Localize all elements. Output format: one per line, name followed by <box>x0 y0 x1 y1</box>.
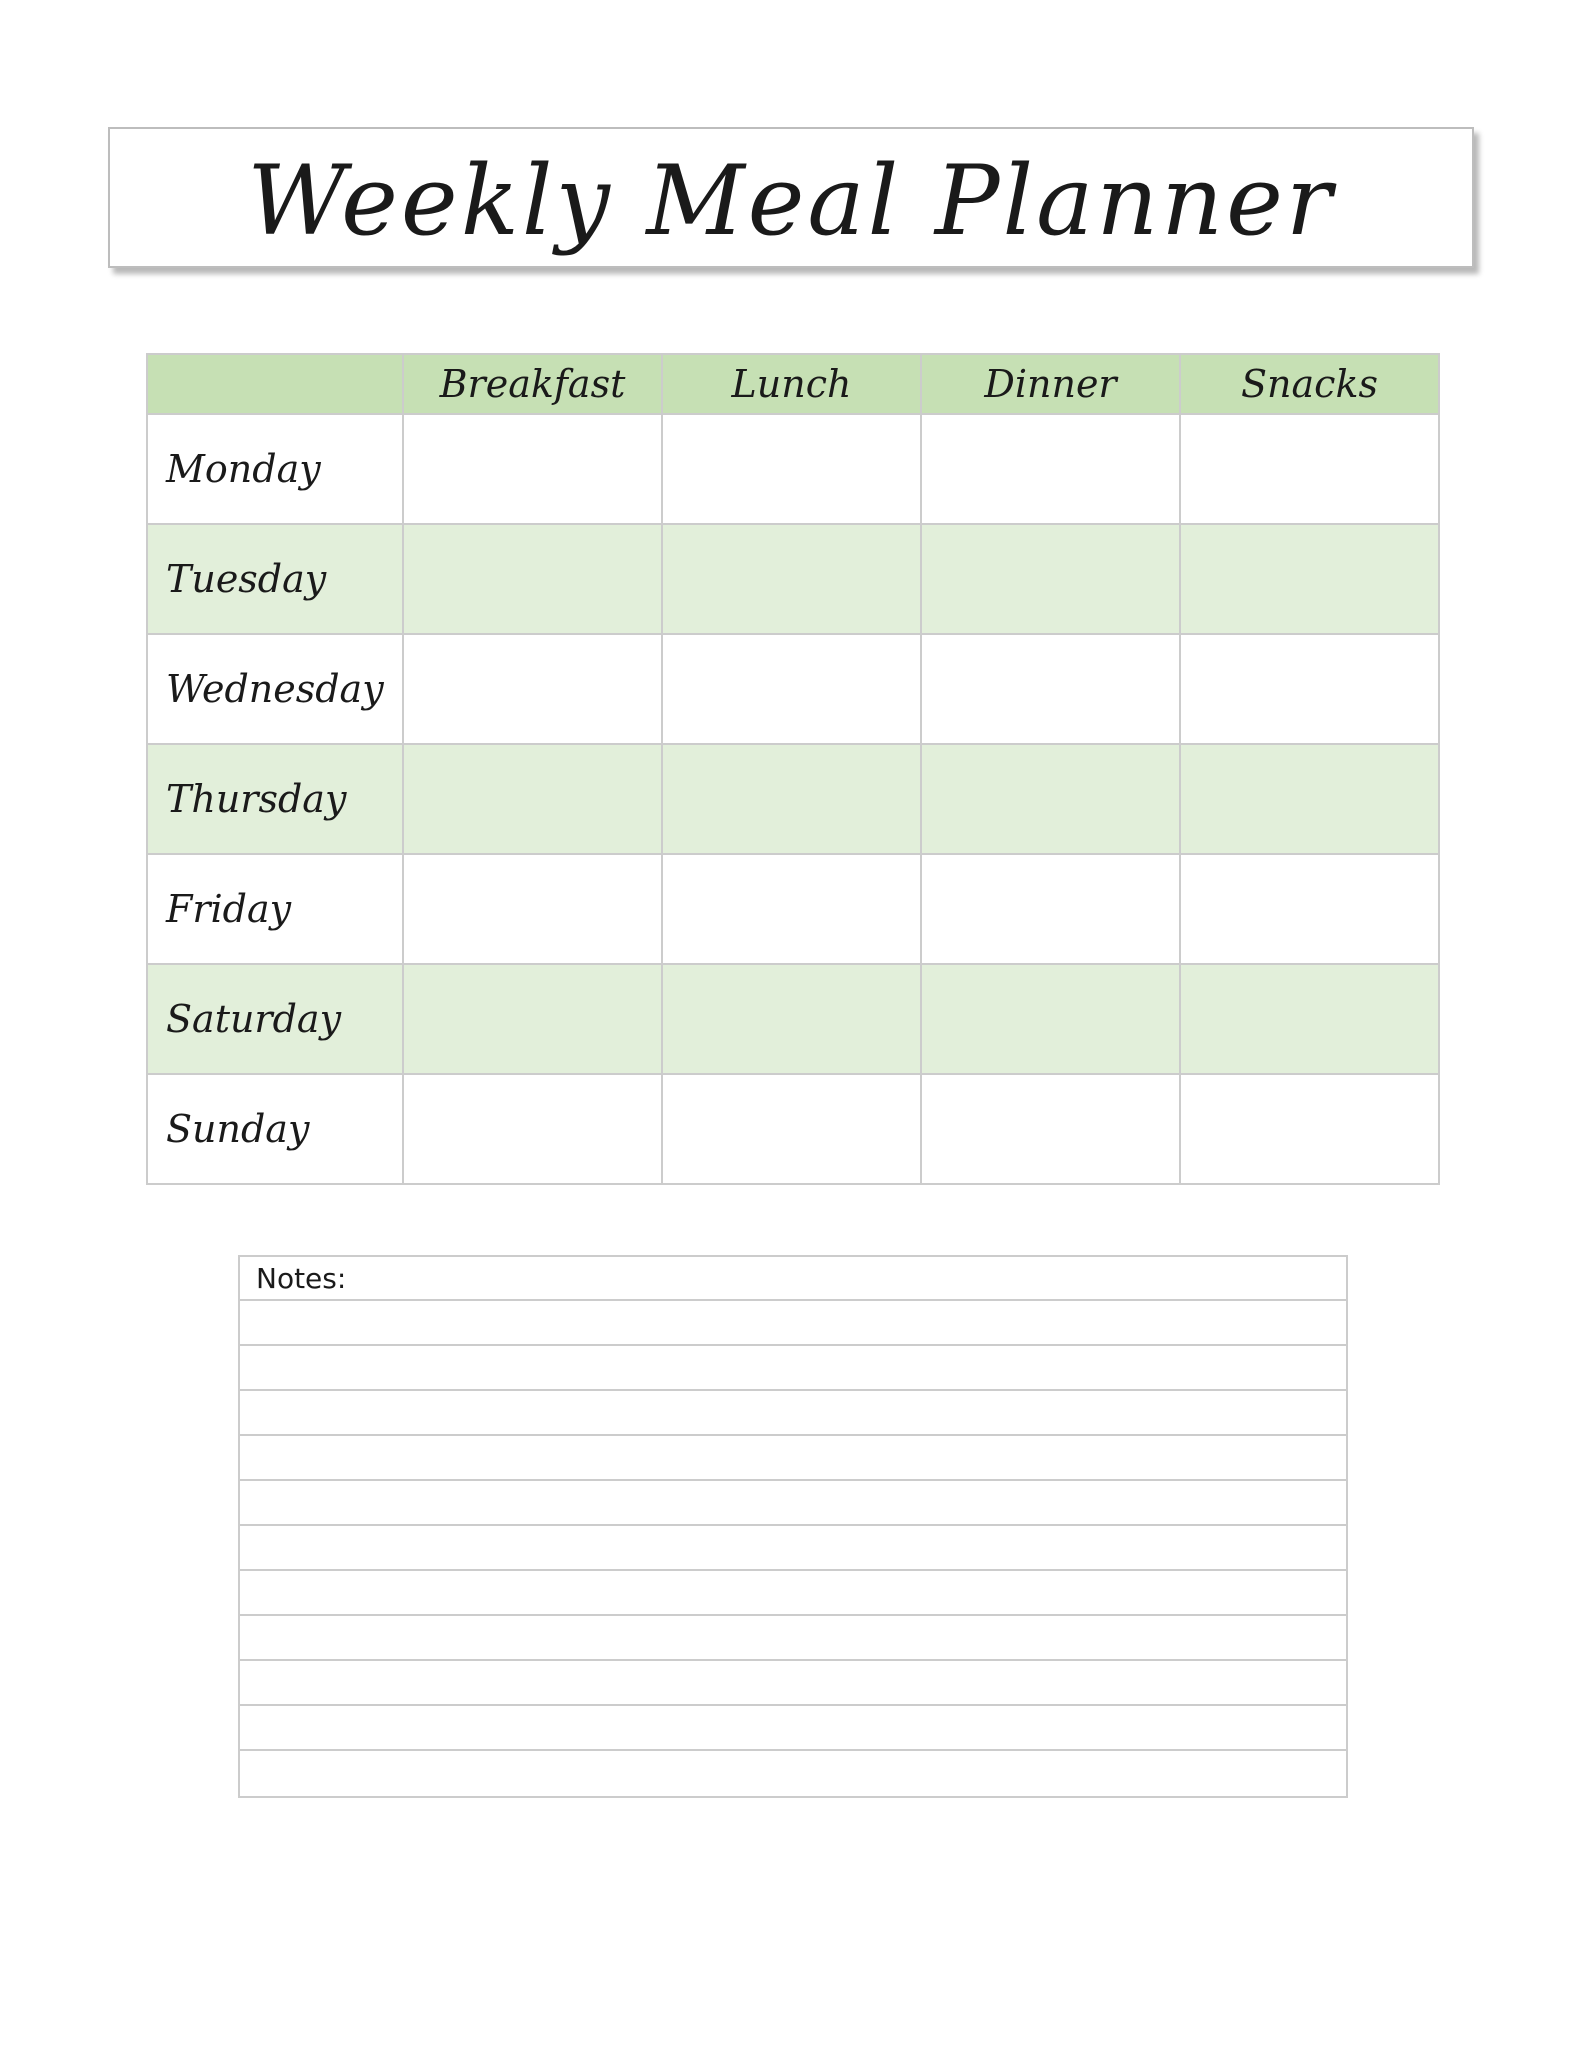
meal-cell-dinner[interactable] <box>921 744 1180 854</box>
notes-lines <box>240 1301 1346 1796</box>
title-box <box>108 127 1474 268</box>
header-dinner: Dinner <box>921 354 1180 414</box>
row-thursday <box>147 744 1439 854</box>
meal-cell-snacks[interactable] <box>1180 524 1439 634</box>
note-line[interactable] <box>240 1346 1346 1391</box>
header-row <box>147 354 1439 414</box>
page-title: Weekly Meal Planner <box>247 144 1335 257</box>
meal-cell-dinner[interactable] <box>921 414 1180 524</box>
note-line[interactable] <box>240 1436 1346 1481</box>
meal-cell-breakfast[interactable] <box>403 854 662 964</box>
day-label: Saturday <box>147 964 403 1074</box>
meal-cell-dinner[interactable] <box>921 1074 1180 1184</box>
note-line[interactable] <box>240 1526 1346 1571</box>
note-line[interactable] <box>240 1616 1346 1661</box>
note-line[interactable] <box>240 1751 1346 1796</box>
notes-box <box>238 1255 1348 1798</box>
meal-cell-breakfast[interactable] <box>403 744 662 854</box>
day-label: Friday <box>147 854 403 964</box>
meal-cell-snacks[interactable] <box>1180 744 1439 854</box>
meal-cell-dinner[interactable] <box>921 634 1180 744</box>
row-friday <box>147 854 1439 964</box>
meal-cell-snacks[interactable] <box>1180 1074 1439 1184</box>
day-label: Sunday <box>147 1074 403 1184</box>
meal-cell-lunch[interactable] <box>662 414 921 524</box>
header-lunch: Lunch <box>662 354 921 414</box>
row-tuesday <box>147 524 1439 634</box>
notes-label: Notes: <box>240 1257 1346 1301</box>
meal-cell-breakfast[interactable] <box>403 524 662 634</box>
meal-cell-breakfast[interactable] <box>403 634 662 744</box>
header-breakfast: Breakfast <box>403 354 662 414</box>
header-snacks: Snacks <box>1180 354 1439 414</box>
meal-cell-lunch[interactable] <box>662 1074 921 1184</box>
note-line[interactable] <box>240 1571 1346 1616</box>
meal-planner-table <box>146 353 1440 1185</box>
meal-cell-snacks[interactable] <box>1180 634 1439 744</box>
meal-cell-snacks[interactable] <box>1180 414 1439 524</box>
meal-cell-breakfast[interactable] <box>403 964 662 1074</box>
day-label: Thursday <box>147 744 403 854</box>
meal-cell-snacks[interactable] <box>1180 854 1439 964</box>
meal-cell-dinner[interactable] <box>921 964 1180 1074</box>
meal-cell-lunch[interactable] <box>662 854 921 964</box>
row-sunday <box>147 1074 1439 1184</box>
note-line[interactable] <box>240 1661 1346 1706</box>
note-line[interactable] <box>240 1706 1346 1751</box>
meal-cell-dinner[interactable] <box>921 854 1180 964</box>
note-line[interactable] <box>240 1481 1346 1526</box>
note-line[interactable] <box>240 1301 1346 1346</box>
note-line[interactable] <box>240 1391 1346 1436</box>
day-label: Monday <box>147 414 403 524</box>
meal-cell-snacks[interactable] <box>1180 964 1439 1074</box>
meal-cell-dinner[interactable] <box>921 524 1180 634</box>
meal-cell-lunch[interactable] <box>662 744 921 854</box>
meal-cell-breakfast[interactable] <box>403 414 662 524</box>
header-corner <box>147 354 403 414</box>
meal-cell-lunch[interactable] <box>662 524 921 634</box>
meal-cell-breakfast[interactable] <box>403 1074 662 1184</box>
meal-cell-lunch[interactable] <box>662 964 921 1074</box>
row-saturday <box>147 964 1439 1074</box>
row-wednesday <box>147 634 1439 744</box>
row-monday <box>147 414 1439 524</box>
meal-cell-lunch[interactable] <box>662 634 921 744</box>
day-label: Wednesday <box>147 634 403 744</box>
day-label: Tuesday <box>147 524 403 634</box>
